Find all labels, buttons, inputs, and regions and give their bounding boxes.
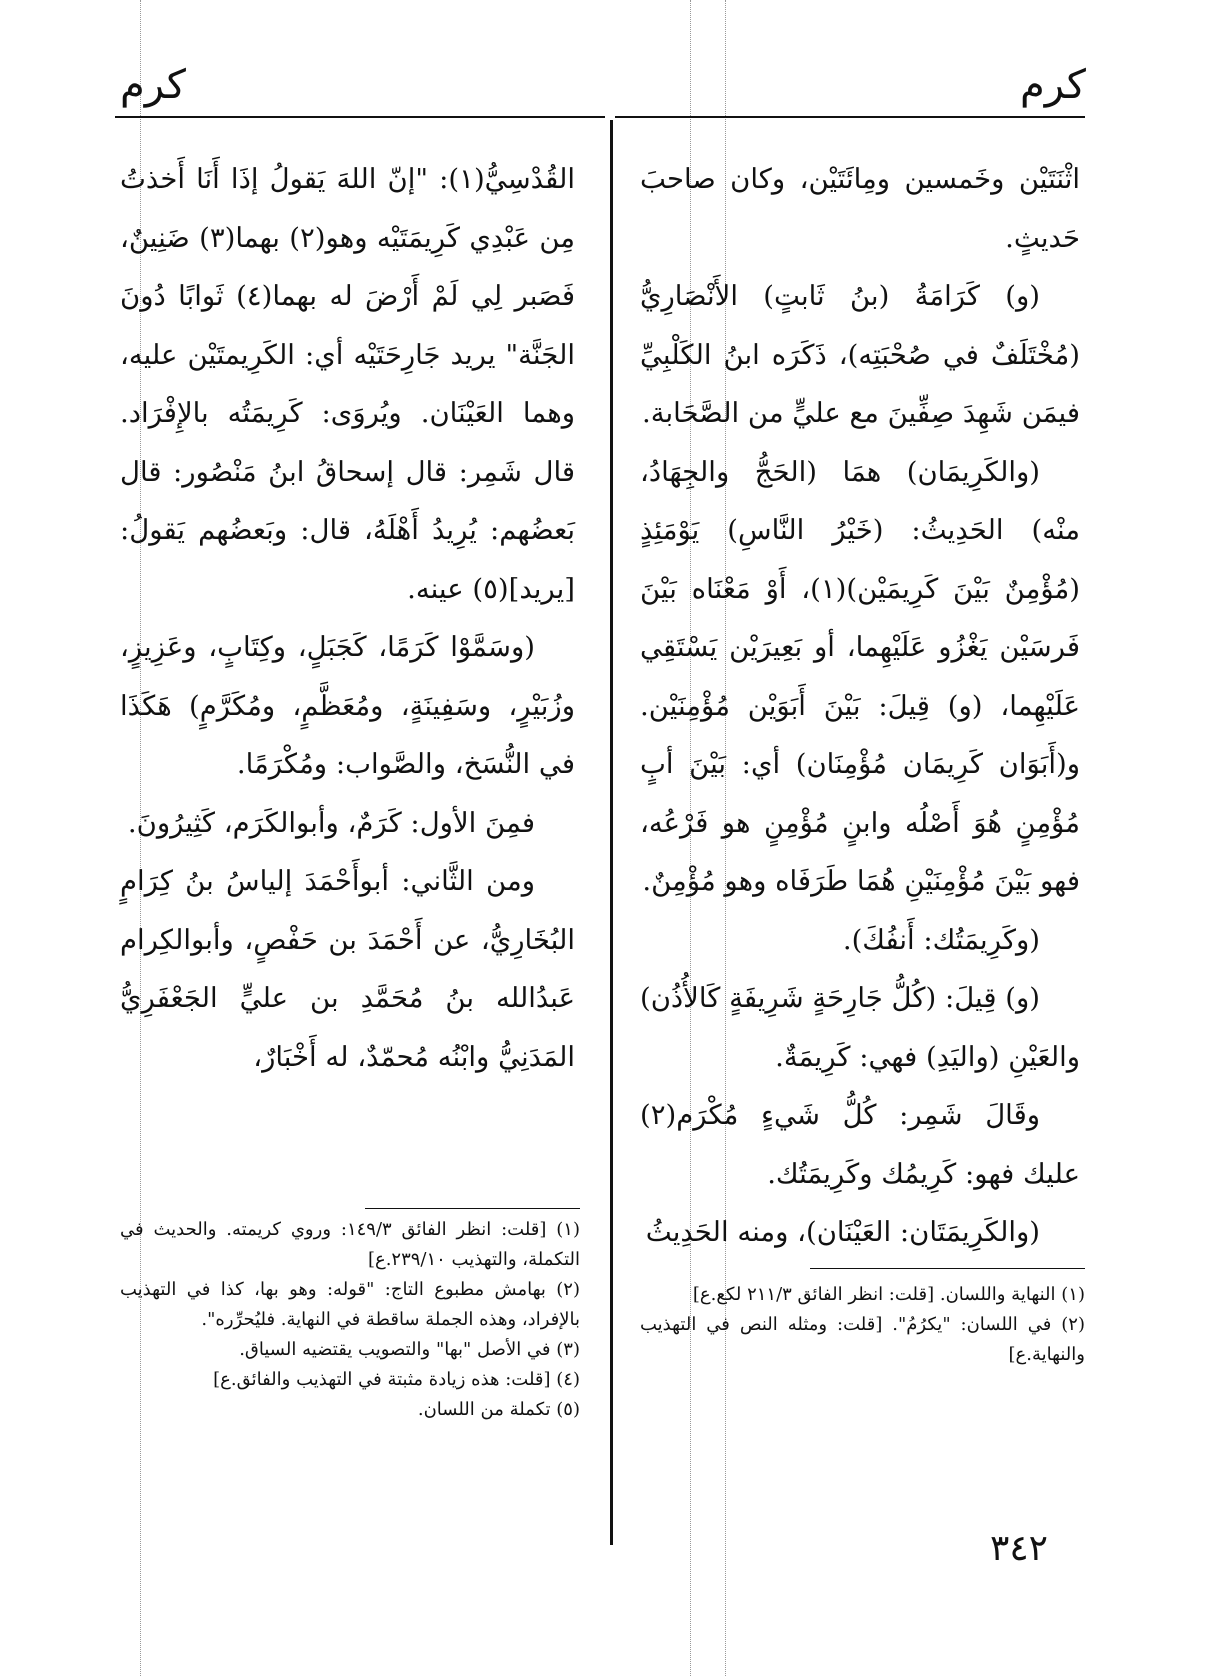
footnote-rule-right bbox=[810, 1268, 1085, 1269]
left-paragraph: فمِنَ الأول: كَرَمٌ، وأبوالكَرَم، كَثِيرُونَ. bbox=[127, 806, 535, 839]
footnote: (١) [قلت: انظر الفائق ١٤٩/٣: وروي كريمته. والحديث في التكملة، والتهذيب ٢٣٩/١٠.ع] bbox=[120, 1219, 580, 1270]
header-rule-right bbox=[615, 116, 1085, 118]
footnote-rule-left bbox=[365, 1208, 580, 1209]
left-paragraph: (وسَمَّوْا كَرَمًا، كَجَبَلٍ، وكِتَابٍ، وعَزِيزٍ، وزُبَيْرٍ، وسَفِينَةٍ، ومُعَظَّمٍ، ومُكَرَّمٍ) هَكَذَا في النُّسَخ، والصَّواب: ومُكْرَمًا. bbox=[120, 631, 575, 780]
header-left-word: كرم bbox=[120, 62, 186, 108]
right-footnotes bbox=[640, 1280, 1085, 1370]
footnote: (٤) [قلت: هذه زيادة مثبتة في التهذيب والفائق.ع] bbox=[213, 1369, 580, 1390]
right-column bbox=[640, 150, 1080, 1262]
header-right-word: كرم bbox=[1020, 62, 1086, 108]
left-paragraph: القُدْسِيُّ(١): "إنّ اللهَ يَقولُ إذَا أَنَا أَخذتُ مِن عَبْدِي كَرِيمَتَيْه وهو(٢) بهما(٣) ضَنِينٌ، فَصَبر لِي لَمْ أَرْضَ له بهما(٤) ثَوابًا دُونَ الجَنَّة" يريد جَارِحَتَيْه أي: الكَرِيمتَيْن عليه، وهما العَيْنَان. ويُروَى: كَرِيمَتُه بالإِفْرَاد. قال شَمِر: قال إسحاقُ ابنُ مَنْصُور: قال بَعضُهم: يُرِيدُ أَهْلَهُ، قال: وبَعضُهم يَقولُ: [يريد](٥) عينه. bbox=[120, 163, 575, 605]
right-paragraph: (و) قِيلَ: (كُلُّ جَارِحَةٍ شَرِيفَةٍ كَالأُذُن) والعَيْنِ (واليَدِ) فهي: كَرِيمَةٌ. bbox=[640, 982, 1080, 1073]
right-paragraph: (وكَرِيمَتُك: أَنفُكَ). bbox=[842, 923, 1040, 956]
right-paragraph: وقَالَ شَمِر: كُلُّ شَيءٍ مُكْرَم(٢) عليك فهو: كَرِيمُك وكَرِيمَتُك. bbox=[640, 1099, 1080, 1190]
left-footnotes bbox=[120, 1215, 580, 1425]
left-column bbox=[120, 150, 575, 1086]
footnote: (٢) بهامش مطبوع التاج: "قوله: وهو بها، كذا في التهذيب بالإفراد، وهذه الجملة ساقطة في النهاية. فليُحرِّره". bbox=[120, 1279, 580, 1330]
header-rule-left bbox=[115, 116, 605, 118]
column-divider bbox=[610, 120, 613, 1545]
footnote: (٢) في اللسان: "يكرُمُ". [قلت: ومثله النص في التهذيب والنهاية.ع] bbox=[640, 1314, 1085, 1365]
right-paragraph: اثْنَتَيْن وخَمسين ومِائَتَيْن، وكان صاحبَ حَديثٍ. bbox=[640, 163, 1080, 254]
left-paragraph: ومن الثَّاني: أبوأَحْمَدَ إلياسُ بنُ كِرَامٍ البُخَارِيُّ، عن أَحْمَدَ بن حَفْصٍ، وأبوالكِرام عَبدُالله بنُ مُحَمَّدِ بن عليٍّ الجَعْفَرِيُّ المَدَنِيُّ وابْنُه مُحمّدٌ، له أَخْبَارٌ، bbox=[120, 865, 575, 1073]
right-paragraph: (و) كَرَامَةُ (بنُ ثَابتٍ) الأَنْصَارِيُّ (مُخْتَلَفٌ في صُحْبَتِه)، ذَكَرَه ابنُ الكَلْبِيِّ فيمَن شَهِدَ صِفِّينَ مع عليٍّ من الصَّحَابة. bbox=[640, 280, 1080, 429]
right-paragraph: (والكَرِيمَان) همَا (الحَجُّ والجِهَادُ، منْه) الحَدِيثُ: (خَيْرُ النَّاسِ) يَوْمَئِذٍ (مُؤْمِنٌ بَيْنَ كَرِيمَيْن)(١)، أَوْ مَعْنَاه بَيْنَ فَرسَيْن يَغْزُو عَلَيْهِما، أو بَعِيرَيْن يَسْتَقِي عَلَيْهِما، (و) قِيلَ: بَيْنَ أَبَوَيْن مُؤْمِنَيْن. و(أَبَوَان كَرِيمَان مُؤْمِنَان) أي: بَيْنَ أبٍ مُؤْمِنٍ هُوَ أَصْلُه وابنٍ مُؤْمِنٍ هو فَرْعُه، فهو بَيْنَ مُؤْمِنَيْنِ هُمَا طَرَفَاه وهو مُؤْمِنٌ. bbox=[640, 455, 1080, 897]
footnote: (١) النهاية واللسان. [قلت: انظر الفائق ٢١١/٣ لكع.ع] bbox=[692, 1284, 1085, 1305]
footnote: (٥) تكملة من اللسان. bbox=[417, 1399, 580, 1420]
right-paragraph: (والكَرِيمَتَان: العَيْنَان)، ومنه الحَدِيثُ bbox=[645, 1216, 1040, 1248]
footnote: (٣) في الأصل "بها" والتصويب يقتضيه السياق. bbox=[239, 1339, 580, 1360]
page-number: ٣٤٢ bbox=[990, 1528, 1049, 1569]
